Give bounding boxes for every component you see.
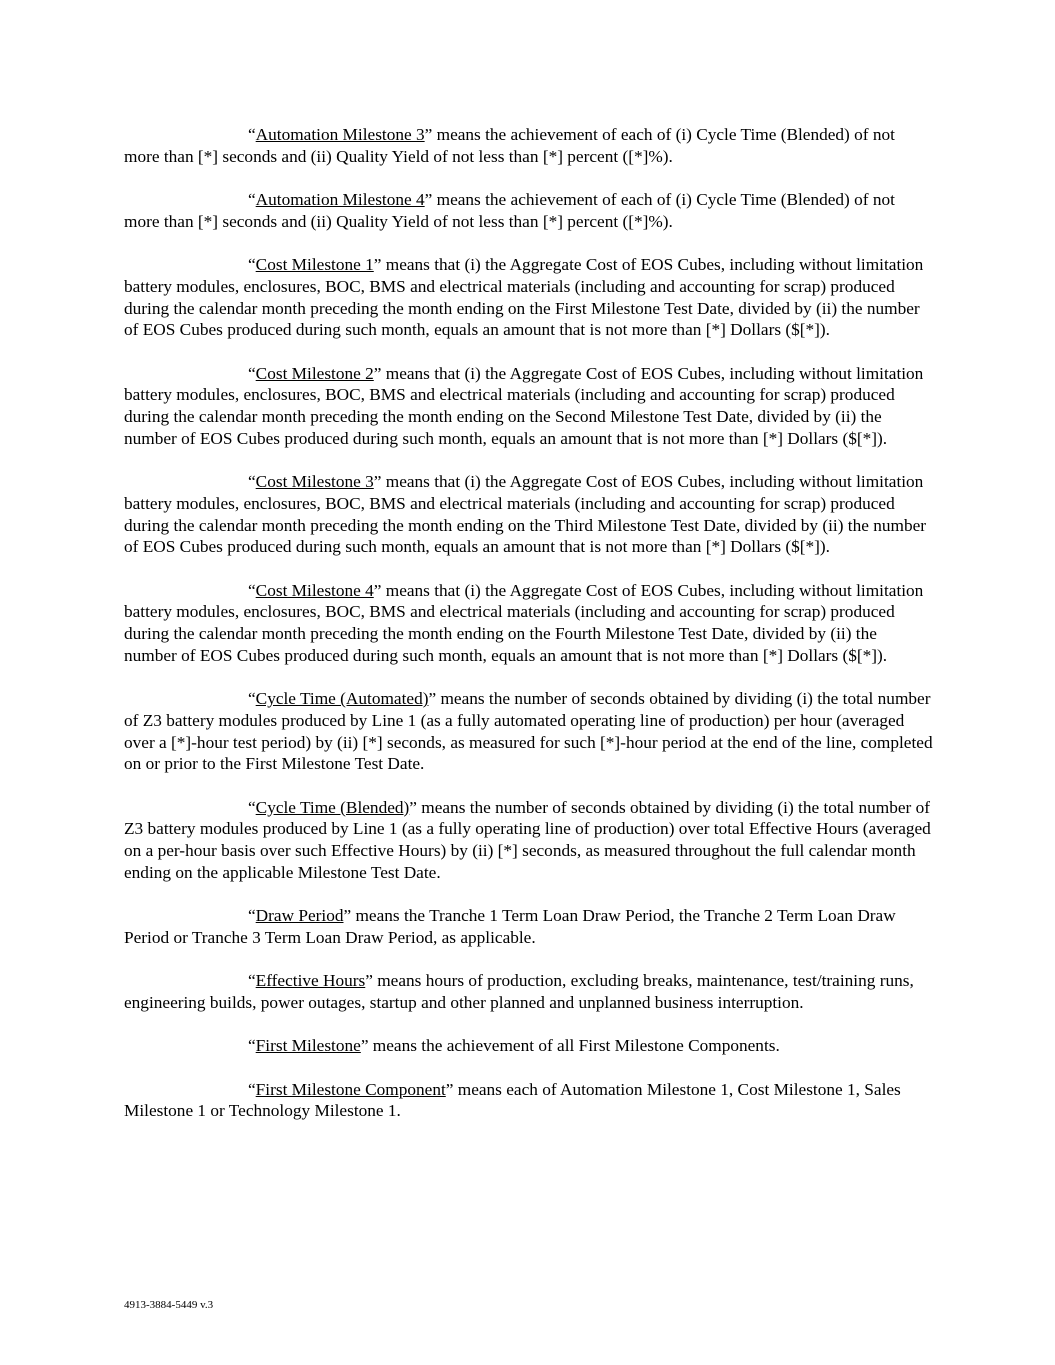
definition-text: ” means the Tranche 1 Term Loan Draw Period, the Tranche 2 Term Loan Draw Period or Tranche 3 Term Loan Draw Period, as applicable.	[124, 906, 896, 947]
definition-paragraph	[124, 970, 934, 1013]
definition-text: ” means the number of seconds obtained by dividing (i) the total number of Z3 battery modules produced by Line 1 (as a fully automated operating line of production) per hour (averaged over a [*]-hour test period) by (ii) [*] seconds, as measured for such [*]-hour period at the end of the line, completed on or prior to the First Milestone Test Date.	[124, 689, 933, 774]
defined-term: Cost Milestone 4	[255, 580, 374, 600]
definition-paragraph	[124, 580, 934, 667]
defined-term: Cycle Time (Automated)	[255, 689, 429, 709]
definition-paragraph	[124, 124, 934, 167]
definition-text: ” means that (i) the Aggregate Cost of EOS Cubes, including without limitation battery modules, enclosures, BOC, BMS and electrical materials (including and accounting for scrap) produced during the calendar month preceding the month ending on the First Milestone Test Date, divided by (ii) the number of EOS Cubes produced during such month, equals an amount that is not more than [*] Dollars ($[*]).	[124, 255, 924, 340]
definition-paragraph	[124, 1035, 934, 1057]
defined-term: Cost Milestone 3	[255, 472, 374, 492]
defined-term: Automation Milestone 3	[255, 125, 425, 144]
definition-paragraph	[124, 189, 934, 232]
defined-term: Cost Milestone 2	[255, 363, 374, 383]
definition-paragraph	[124, 1079, 934, 1122]
open-quote: “	[248, 580, 256, 600]
definition-text: ” means the achievement of each of (i) Cycle Time (Blended) of not more than [*] seconds and (ii) Quality Yield of not less than [*] percent ([*]%).	[124, 190, 895, 231]
definition-paragraph	[124, 688, 934, 775]
document-body	[124, 124, 934, 1144]
defined-term: First Milestone	[255, 1036, 361, 1056]
open-quote: “	[248, 190, 256, 210]
definition-text: ” means that (i) the Aggregate Cost of EOS Cubes, including without limitation battery modules, enclosures, BOC, BMS and electrical materials (including and accounting for scrap) produced during the calendar month preceding the month ending on the Fourth Milestone Test Date, divided by (ii) the number of EOS Cubes produced during such month, equals an amount that is not more than [*] Dollars ($[*]).	[124, 580, 924, 665]
defined-term: First Milestone Component	[255, 1079, 446, 1099]
definition-text: ” means each of Automation Milestone 1, Cost Milestone 1, Sales Milestone 1 or Technology Milestone 1.	[124, 1079, 901, 1121]
defined-term: Cycle Time (Blended)	[255, 797, 410, 817]
definition-text: ” means the achievement of all First Milestone Components.	[360, 1036, 780, 1056]
open-quote: “	[248, 1079, 256, 1099]
open-quote: “	[248, 1036, 256, 1056]
definition-paragraph	[124, 363, 934, 450]
definition-paragraph	[124, 797, 934, 884]
definition-paragraph	[124, 905, 934, 948]
definition-text: ” means hours of production, excluding breaks, maintenance, test/training runs, engineering builds, power outages, startup and other planned and unplanned business interruption.	[124, 971, 914, 1012]
open-quote: “	[248, 363, 256, 383]
open-quote: “	[248, 797, 256, 817]
open-quote: “	[248, 689, 256, 709]
open-quote: “	[248, 472, 256, 492]
definition-text: ” means the achievement of each of (i) Cycle Time (Blended) of not more than [*] seconds and (ii) Quality Yield of not less than [*] percent ([*]%).	[124, 125, 895, 166]
document-id-footer: 4913-3884-5449 v.3	[124, 1299, 214, 1311]
definition-paragraph	[124, 254, 934, 341]
open-quote: “	[248, 125, 256, 144]
defined-term: Automation Milestone 4	[255, 190, 425, 210]
open-quote: “	[248, 906, 256, 926]
defined-term: Effective Hours	[255, 971, 366, 991]
defined-term: Cost Milestone 1	[255, 255, 374, 275]
open-quote: “	[248, 971, 256, 991]
definition-paragraph	[124, 471, 934, 558]
open-quote: “	[248, 255, 256, 275]
definition-text: ” means that (i) the Aggregate Cost of EOS Cubes, including without limitation battery modules, enclosures, BOC, BMS and electrical materials (including and accounting for scrap) produced during the calendar month preceding the month ending on the Second Milestone Test Date, divided by (ii) the number of EOS Cubes produced during such month, equals an amount that is not more than [*] Dollars ($[*]).	[124, 363, 924, 448]
definition-text: ” means that (i) the Aggregate Cost of EOS Cubes, including without limitation battery modules, enclosures, BOC, BMS and electrical materials (including and accounting for scrap) produced during the calendar month preceding the month ending on the Third Milestone Test Date, divided by (ii) the number of EOS Cubes produced during such month, equals an amount that is not more than [*] Dollars ($[*]).	[124, 472, 927, 557]
defined-term: Draw Period	[255, 906, 344, 926]
definition-text: ” means the number of seconds obtained by dividing (i) the total number of Z3 battery modules produced by Line 1 (as a fully operating line of production) over total Effective Hours (averaged on a per-hour basis over such Effective Hours) by (ii) [*] seconds, as measured throughout the full calendar month ending on the applicable Milestone Test Date.	[124, 797, 931, 882]
